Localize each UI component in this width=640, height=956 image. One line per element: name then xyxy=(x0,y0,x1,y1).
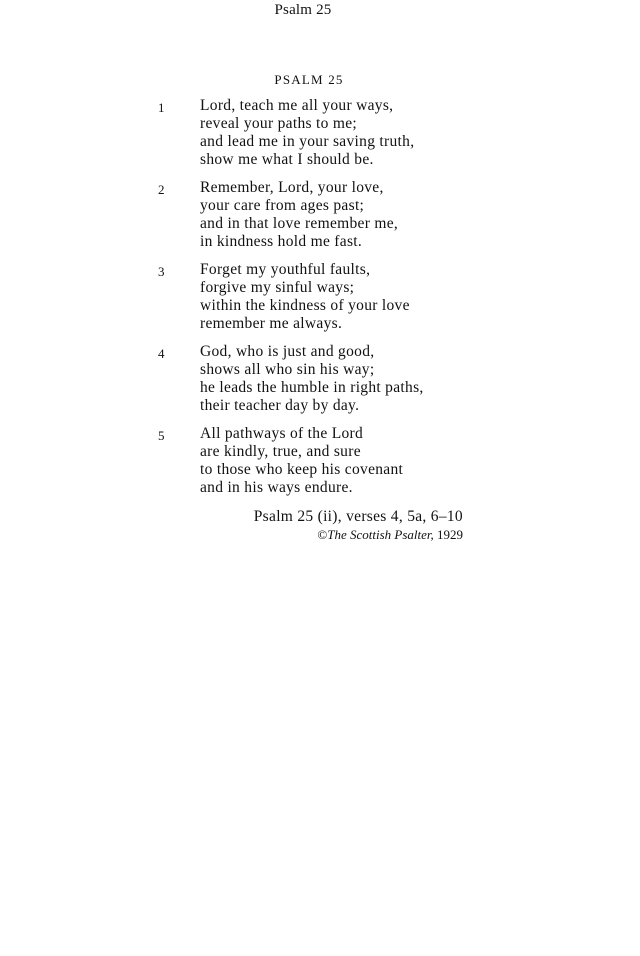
psalm-title: PSALM 25 xyxy=(274,72,344,87)
verse-line: reveal your paths to me; xyxy=(200,115,357,132)
stanza-number: 1 xyxy=(158,100,165,115)
copyright-mark: © xyxy=(317,527,328,542)
verse-line: and in that love remember me, xyxy=(200,215,399,232)
verse-line: shows all who sin his way; xyxy=(200,361,375,378)
verse-line: within the kindness of your love xyxy=(200,297,410,314)
stanza xyxy=(0,261,640,343)
verse-line: show me what I should be. xyxy=(200,151,374,168)
stanza xyxy=(0,343,640,425)
verse-line: are kindly, true, and sure xyxy=(200,443,361,460)
verse-line: in kindness hold me fast. xyxy=(200,233,363,250)
stanza-number: 5 xyxy=(158,428,165,443)
copyright-credit xyxy=(0,527,463,543)
verse-line: God, who is just and good, xyxy=(200,343,375,360)
stanza xyxy=(0,425,640,507)
stanza-number: 3 xyxy=(158,264,165,279)
stanza xyxy=(0,97,640,179)
verse-line: forgive my sinful ways; xyxy=(200,279,355,296)
verse-line: Lord, teach me all your ways, xyxy=(200,97,394,114)
running-header: Psalm 25 xyxy=(274,2,332,18)
stanza-number: 2 xyxy=(158,182,165,197)
verse-line: and lead me in your saving truth, xyxy=(200,133,415,150)
stanza-lines xyxy=(200,179,398,251)
credit-work-title: The Scottish Psalter, xyxy=(327,527,434,542)
verse-line: Forget my youthful faults, xyxy=(200,261,371,278)
verse-line: he leads the humble in right paths, xyxy=(200,379,424,396)
verse-line: Remember, Lord, your love, xyxy=(200,179,384,196)
verse-line: your care from ages past; xyxy=(200,197,365,214)
verse-line: remember me always. xyxy=(200,315,343,332)
stanza xyxy=(0,179,640,261)
stanza-lines xyxy=(200,343,424,415)
verse-line: their teacher day by day. xyxy=(200,397,360,414)
psalm-source-reference: Psalm 25 (ii), verses 4, 5a, 6–10 xyxy=(253,508,463,525)
stanza-lines xyxy=(200,97,414,169)
stanza-lines xyxy=(200,261,410,333)
stanza-list xyxy=(0,97,640,507)
verse-line: All pathways of the Lord xyxy=(200,425,364,442)
verse-line: to those who keep his covenant xyxy=(200,461,404,478)
stanza-number: 4 xyxy=(158,346,165,361)
stanza-lines xyxy=(200,425,403,497)
credit-year: 1929 xyxy=(437,527,463,542)
verse-line: and in his ways endure. xyxy=(200,479,353,496)
